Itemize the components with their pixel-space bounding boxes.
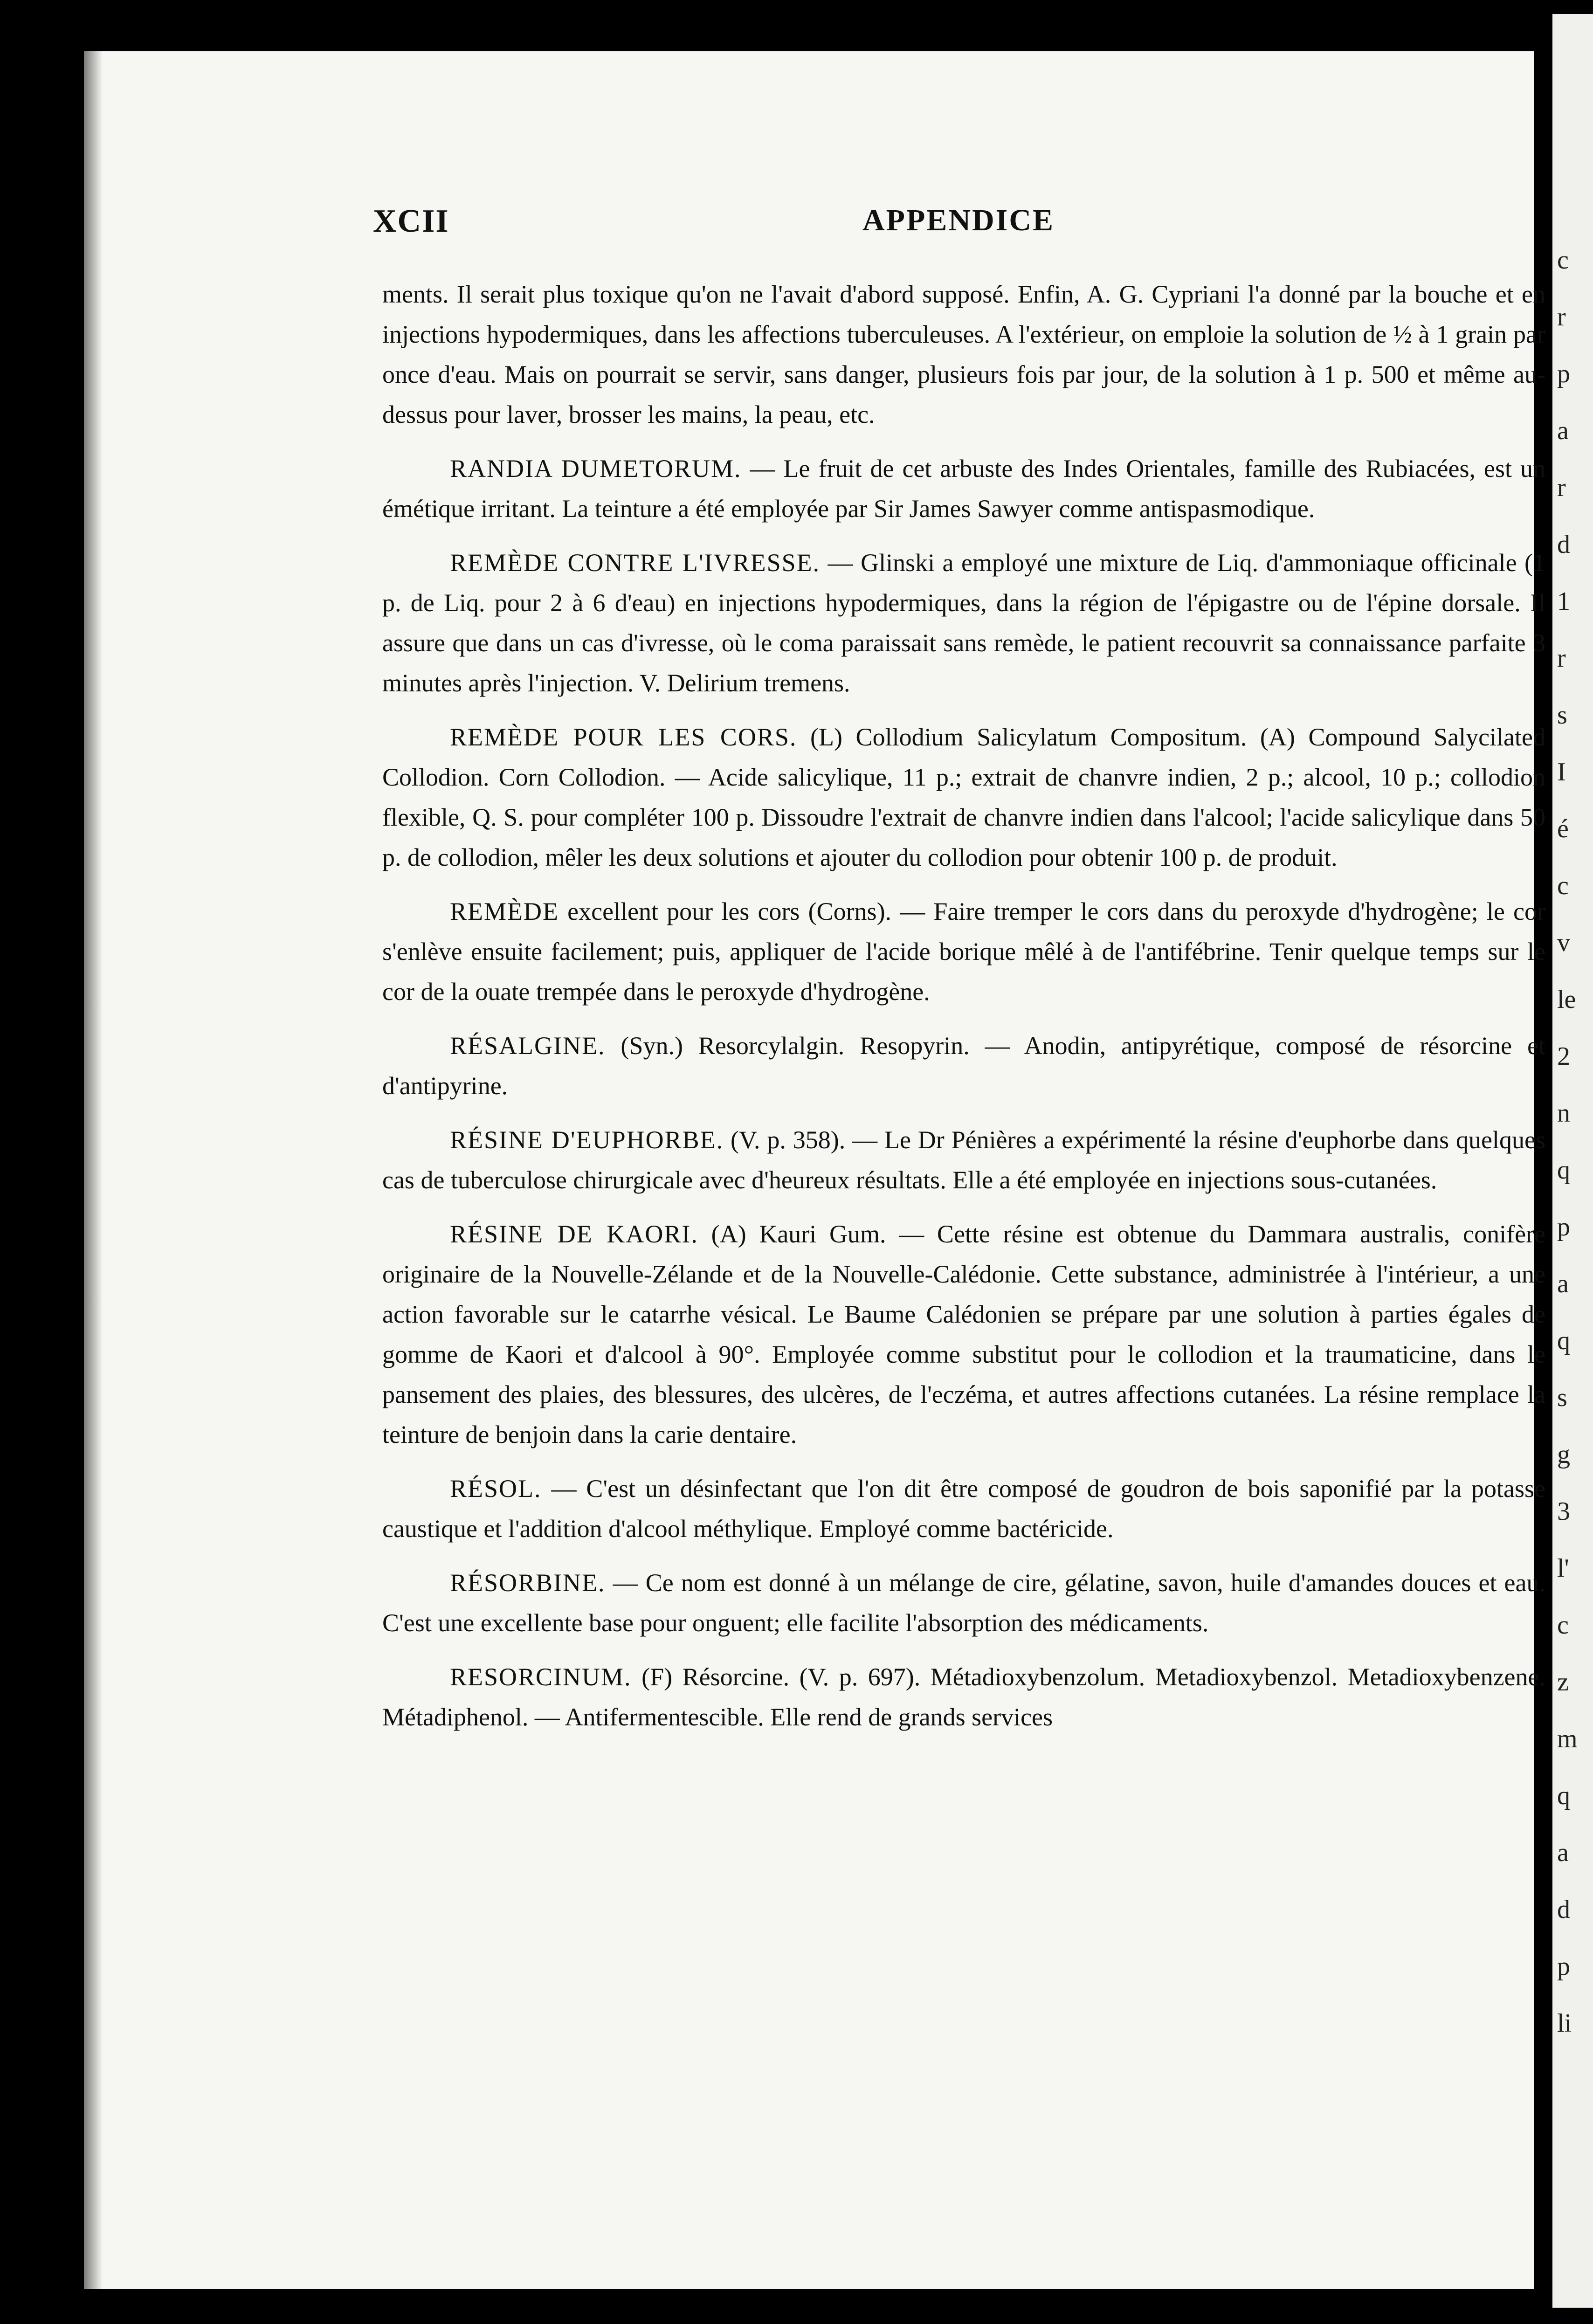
entry-text: — C'est un désinfectant que l'on dit être composé de goudron de bois saponifié par la potasse caustique et l'addition d'alcool méthylique. Employé comme bactéricide. bbox=[382, 1475, 1545, 1543]
adjacent-page-fragment: I bbox=[1557, 758, 1566, 786]
adjacent-page-fragment: r bbox=[1557, 303, 1566, 331]
entry-resol bbox=[382, 1469, 1545, 1549]
adjacent-page-fragment: l' bbox=[1557, 1554, 1569, 1583]
running-head bbox=[373, 203, 1548, 240]
entry-continuation bbox=[382, 274, 1545, 434]
entry-remede-cors bbox=[382, 717, 1545, 877]
entry-text: (L) Collodium Salicylatum Compositum. (A) Compound Salycilated Collodion. Corn Collodion. — Acide salicylique, 11 p.; extrait de chanvre indien, 2 p.; alcool, 10 p.; collodion flexible, Q. S. pour compléter 100 p. Dissoudre l'extrait de chanvre indien dans l'alcool; l'acide salicylique dans 50 p. de collodion, mêler les deux solutions et ajouter du collodion pour obtenir 100 p. de produit. bbox=[382, 723, 1545, 871]
entry-headword: RESORCINUM. bbox=[450, 1663, 632, 1691]
entry-headword: REMÈDE bbox=[450, 897, 559, 925]
entry-text: excellent pour les cors (Corns). — Faire tremper le cors dans du peroxyde d'hydrogène; le cor s'enlève ensuite facilement; puis, appliquer de l'acide borique mêlé à de l'antifébrine. Tenir quelque temps sur le cor de la ouate trempée dans le peroxyde d'hydrogène. bbox=[382, 897, 1545, 1006]
adjacent-page-fragment: v bbox=[1557, 928, 1570, 957]
entry-text: (F) Résorcine. (V. p. 697). Métadioxybenzolum. Metadioxybenzol. Metadioxybenzene. Métadiphenol. — Antifermentescible. Elle rend de grands services bbox=[382, 1663, 1545, 1731]
adjacent-page-fragment: q bbox=[1557, 1326, 1570, 1355]
entry-text: (V. p. 358). — Le Dr Pénières a expérimenté la résine d'euphorbe dans quelques cas de tuberculose chirurgicale avec d'heureux résultats. Elle a été employée en injections sous-cutanées. bbox=[382, 1126, 1545, 1194]
entry-headword: RÉSALGINE. bbox=[450, 1032, 606, 1060]
adjacent-page-fragment: le bbox=[1557, 985, 1576, 1014]
adjacent-page-fragment: m bbox=[1557, 1724, 1578, 1753]
entry-randia bbox=[382, 448, 1545, 529]
entry-resine-euphorbe bbox=[382, 1120, 1545, 1200]
entry-resorcinum bbox=[382, 1657, 1545, 1737]
adjacent-page-fragment: li bbox=[1557, 2009, 1572, 2038]
adjacent-page-fragment: a bbox=[1557, 1838, 1569, 1867]
entry-text: — Le fruit de cet arbuste des Indes Orientales, famille des Rubiacées, est un émétique irritant. La teinture a été employée par Sir James Sawyer comme antispasmodique. bbox=[382, 455, 1545, 523]
adjacent-page-fragment: a bbox=[1557, 416, 1569, 445]
adjacent-page-fragment: c bbox=[1557, 1611, 1569, 1640]
entry-resorbine bbox=[382, 1563, 1545, 1643]
adjacent-page-fragment: p bbox=[1557, 359, 1570, 388]
adjacent-page-fragment: p bbox=[1557, 1213, 1570, 1241]
entry-headword: RÉSORBINE. bbox=[450, 1569, 606, 1597]
entry-headword: RÉSINE DE KAORI. bbox=[450, 1220, 698, 1248]
adjacent-page-edge bbox=[1552, 14, 1593, 2308]
adjacent-page-fragment: z bbox=[1557, 1668, 1569, 1696]
adjacent-page-fragment: a bbox=[1557, 1269, 1569, 1298]
entry-text: ments. Il serait plus toxique qu'on ne l'avait d'abord supposé. Enfin, A. G. Cypriani l'a donné par la bouche et en injections hypodermiques, dans les affections tuberculeuses. A l'extérieur, on emploie la solution de ½ à 1 grain par once d'eau. Mais on pourrait se servir, sans danger, plusieurs fois par jour, de la solution à 1 p. 500 et même au-dessus pour laver, brosser les mains, la peau, etc. bbox=[382, 280, 1545, 428]
adjacent-page-fragment: n bbox=[1557, 1099, 1570, 1128]
entry-headword: REMÈDE POUR LES CORS. bbox=[450, 723, 797, 751]
adjacent-page-fragment: r bbox=[1557, 644, 1566, 673]
adjacent-page-fragment: 3 bbox=[1557, 1497, 1570, 1526]
entry-remede-ivresse bbox=[382, 543, 1545, 703]
adjacent-page-fragment: é bbox=[1557, 814, 1569, 843]
adjacent-page-fragment: c bbox=[1557, 871, 1569, 900]
entry-headword: RANDIA DUMETORUM. bbox=[450, 455, 742, 483]
running-title: APPENDICE bbox=[862, 203, 1055, 237]
entry-remede-excellent bbox=[382, 891, 1545, 1012]
adjacent-page-fragment: p bbox=[1557, 1952, 1570, 1981]
adjacent-page-fragment: 1 bbox=[1557, 587, 1570, 616]
adjacent-page-fragment: g bbox=[1557, 1440, 1570, 1469]
adjacent-page-fragment: d bbox=[1557, 530, 1570, 559]
adjacent-page-fragment: 2 bbox=[1557, 1042, 1570, 1071]
entry-headword: RÉSOL. bbox=[450, 1475, 542, 1503]
adjacent-page-fragment: d bbox=[1557, 1895, 1570, 1924]
entry-headword: RÉSINE D'EUPHORBE. bbox=[450, 1126, 724, 1154]
adjacent-page-fragment: s bbox=[1557, 701, 1567, 730]
entry-text: — Ce nom est donné à un mélange de cire, gélatine, savon, huile d'amandes douces et eau. C'est une excellente base pour onguent; elle facilite l'absorption des médicaments. bbox=[382, 1569, 1545, 1637]
adjacent-page-fragment: r bbox=[1557, 473, 1566, 502]
page-body bbox=[382, 274, 1545, 1751]
adjacent-page-fragment: q bbox=[1557, 1781, 1570, 1810]
book-page bbox=[84, 51, 1546, 2289]
adjacent-page-fragment: s bbox=[1557, 1383, 1567, 1412]
entry-resine-kaori bbox=[382, 1214, 1545, 1455]
entry-text: (A) Kauri Gum. — Cette résine est obtenue du Dammara australis, conifère originaire de la Nouvelle-Zélande et de la Nouvelle-Calédonie. Cette substance, administrée à l'intérieur, a une action favorable sur le catarrhe vésical. Le Baume Calédonien se prépare par une solution à parties égales de gomme de Kaori et d'alcool à 90°. Employée comme substitut pour le collodion et la traumaticine, dans le pansement des plaies, des blessures, des ulcères, de l'eczéma, et autres affections cutanées. La résine remplace la teinture de benjoin dans la carie dentaire. bbox=[382, 1220, 1545, 1448]
page-folio: XCII bbox=[373, 203, 449, 239]
adjacent-page-fragment: c bbox=[1557, 246, 1569, 275]
entry-resalgine bbox=[382, 1026, 1545, 1106]
adjacent-page-fragment: q bbox=[1557, 1156, 1570, 1185]
entry-text: — Glinski a employé une mixture de Liq. d'ammoniaque officinale (1 p. de Liq. pour 2 à 6 d'eau) en injections hypodermiques, dans la région de l'épigastre ou de l'épine dorsale. Il assure que dans un cas d'ivresse, où le coma paraissait sans remède, le patient recouvrit sa connaissance parfaite 3 minutes après l'injection. V. Delirium tremens. bbox=[382, 549, 1546, 697]
entry-headword: REMÈDE CONTRE L'IVRESSE. bbox=[450, 549, 821, 577]
entry-text: (Syn.) Resorcylalgin. Resopyrin. — Anodin, antipyrétique, composé de résorcine et d'antipyrine. bbox=[382, 1032, 1545, 1100]
